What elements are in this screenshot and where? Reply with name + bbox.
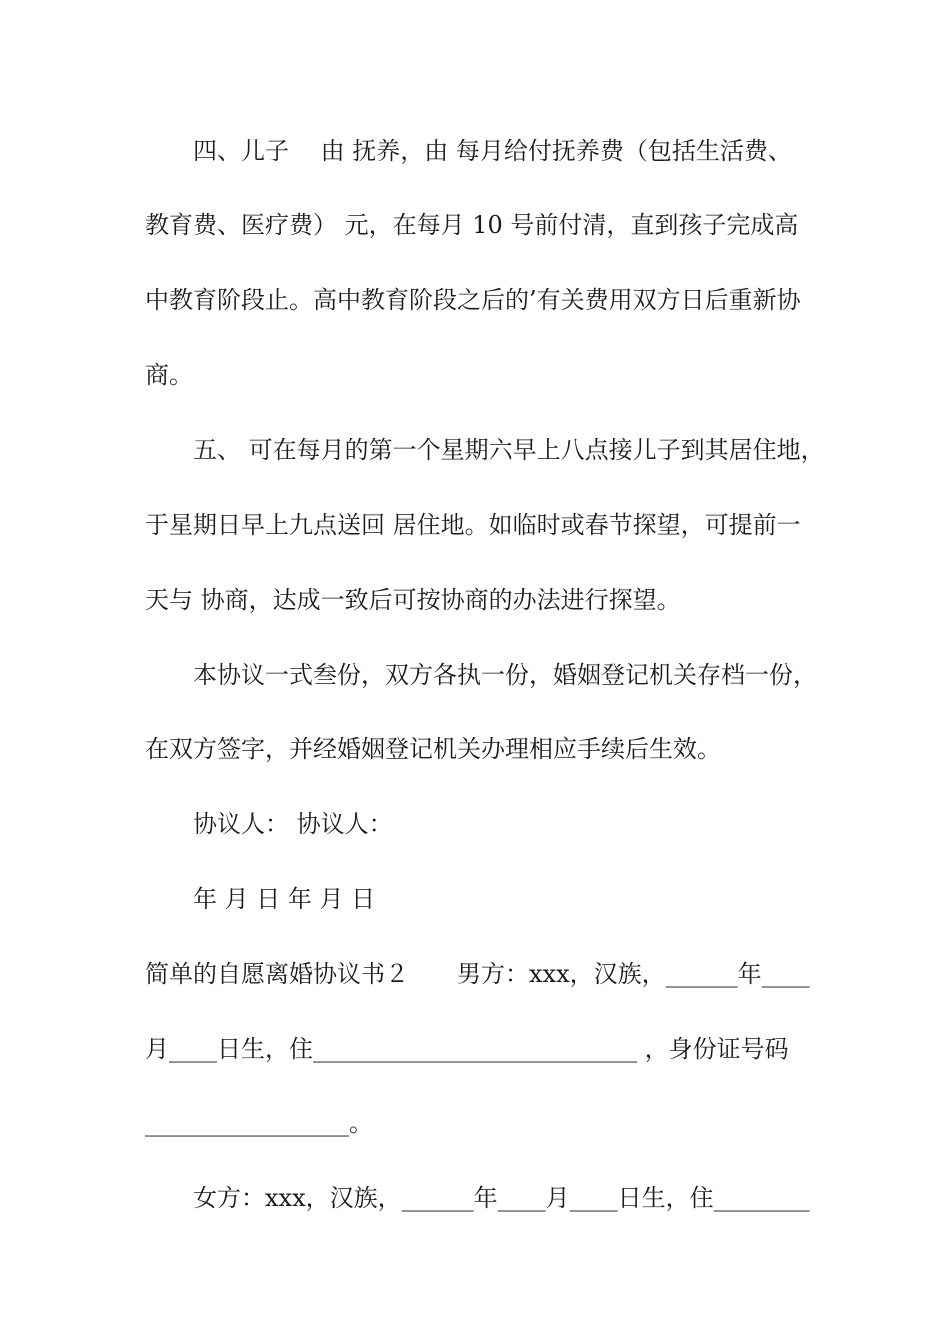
- paragraph-five-line-1: 五、 可在每月的第一个星期六早上八点接儿子到其居住地，: [193, 436, 825, 464]
- wife-info-line: 女方：xxx，汉族，______年____月____日生，住________: [193, 1184, 810, 1212]
- agreement-two-line-3: _________________。: [145, 1109, 373, 1137]
- paragraph-five-line-3: 天与 协商，达成一致后可按协商的办法进行探望。: [145, 586, 681, 614]
- copies-clause-line-2: 在双方签字，并经婚姻登记机关办理相应手续后生效。: [145, 735, 721, 763]
- paragraph-five-line-2: 于星期日早上九点送回 居住地。如临时或春节探望，可提前一: [145, 511, 801, 539]
- paragraph-four-line-1: 四、儿子 由 抚养，由 每月给付抚养费（包括生活费、: [193, 137, 792, 165]
- paragraph-four-line-4: 商。: [145, 361, 193, 389]
- paragraph-four-line-3: 中教育阶段止。高中教育阶段之后的’有关费用双方日后重新协: [145, 286, 801, 314]
- agreement-two-line-1: 简单的自愿离婚协议书２ 男方：xxx，汉族，______年____: [145, 960, 810, 988]
- paragraph-four-line-2: 教育费、医疗费） 元，在每月 10 号前付清，直到孩子完成高: [145, 211, 799, 239]
- signatories-line: 协议人： 协议人：: [193, 810, 393, 838]
- date-line: 年 月 日 年 月 日: [193, 885, 376, 913]
- agreement-two-line-2: 月____日生，住___________________________ ，身份证号码: [145, 1035, 789, 1063]
- copies-clause-line-1: 本协议一式叁份，双方各执一份，婚姻登记机关存档一份，: [193, 661, 817, 689]
